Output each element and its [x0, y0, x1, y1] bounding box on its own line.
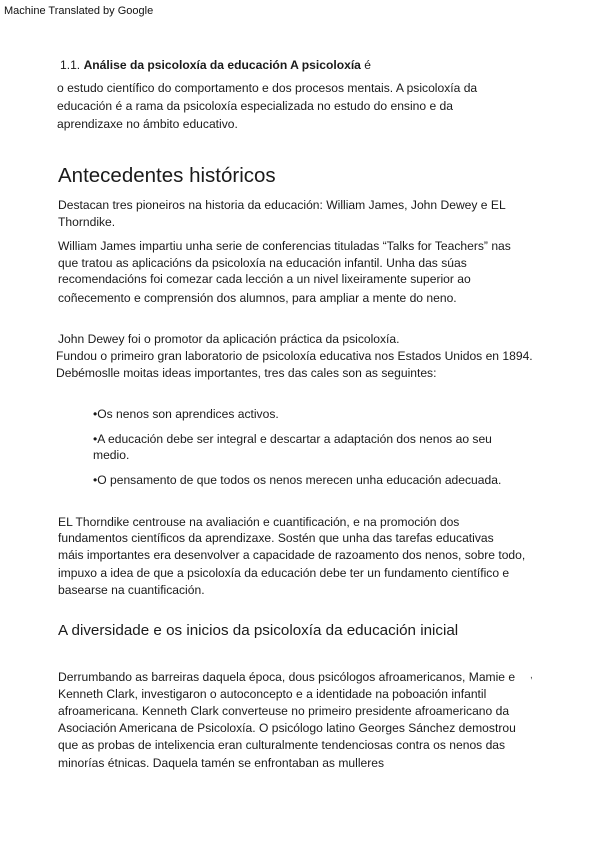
- machine-translated-watermark: Machine Translated by Google: [4, 5, 154, 17]
- paragraph-line: EL Thorndike centrouse na avaliación e cuantificación, e na promoción dos: [58, 515, 460, 529]
- paragraph-line: impuxo a idea de que a psicoloxía da educación debe ter un fundamento científico e: [58, 566, 510, 580]
- section-heading-antecedentes: Antecedentes históricos: [58, 164, 276, 187]
- paragraph-line: Kenneth Clark, investigaron o autoconcepto e a identidade na poboación infantil: [58, 687, 487, 701]
- paragraph-line: afroamericana. Kenneth Clark converteuse no primeiro presidente afroamericano da: [58, 704, 510, 718]
- stray-mark: ,: [530, 670, 533, 681]
- section-number: 1.1.: [60, 58, 81, 72]
- bullet-item: •Os nenos son aprendices activos.: [93, 407, 279, 421]
- paragraph-line: coñecemento e comprensión dos alumnos, para ampliar a mente do neno.: [58, 291, 457, 305]
- section-heading-diversidade: A diversidade e os inicios da psicoloxía da educación inicial: [58, 622, 459, 639]
- intro-bold-title: Análise da psicoloxía da educación A psicoloxía: [83, 58, 361, 72]
- paragraph-line: Thorndike.: [58, 215, 116, 229]
- paragraph-line: recomendacións foi comezar cada lección a un nivel lixeiramente superior ao: [58, 272, 471, 286]
- intro-line: o estudo científico do comportamento e dos procesos mentais. A psicoloxía da: [57, 81, 478, 95]
- bullet-item: •O pensamento de que todos os nenos merecen unha educación adecuada.: [93, 473, 502, 487]
- bullet-item: •A educación debe ser integral e descartar a adaptación dos nenos ao seu: [93, 432, 492, 446]
- paragraph-line: Asociación Americana de Psicoloxía. O psicólogo latino Georges Sánchez demostrou: [58, 721, 516, 735]
- intro-line: aprendizaxe no ámbito educativo.: [57, 117, 238, 131]
- intro-title-line: [60, 57, 371, 73]
- paragraph-line: Derrumbando as barreiras daquela época, dous psicólogos afroamericanos, Mamie e: [58, 670, 516, 684]
- paragraph-line: fundamentos científicos da aprendizaxe. Sostén que unha das tarefas educativas: [58, 531, 494, 545]
- paragraph-line: William James impartiu unha serie de conferencias tituladas “Talks for Teachers” nas: [58, 239, 511, 253]
- paragraph-line: minorías étnicas. Daquela tamén se enfrontaban as mulleres: [58, 756, 385, 770]
- paragraph-line: basearse na cuantificación.: [58, 583, 205, 597]
- paragraph-line: Destacan tres pioneiros na historia da educación: William James, John Dewey e EL: [58, 198, 506, 212]
- bullet-item-continuation: medio.: [93, 448, 130, 462]
- paragraph-line: Fundou o primeiro gran laboratorio de psicoloxía educativa nos Estados Unidos en 1894.: [56, 349, 533, 363]
- paragraph-line: Debémoslle moitas ideas importantes, tres das cales son as seguintes:: [56, 366, 437, 380]
- paragraph-line: máis importantes era desenvolver a capacidade de razoamento dos nenos, sobre todo,: [58, 548, 526, 562]
- intro-line: educación é a rama da psicoloxía especializada no estudo do ensino e da: [57, 99, 454, 113]
- paragraph-line: que tratou as aplicacións da psicoloxía na educación infantil. Unha das súas: [58, 256, 467, 270]
- paragraph-line: que as probas de intelixencia eran culturalmente tendenciosas contra os nenos das: [58, 738, 506, 752]
- paragraph-line: John Dewey foi o promotor da aplicación práctica da psicoloxía.: [58, 332, 400, 346]
- intro-title-tail: é: [360, 58, 372, 72]
